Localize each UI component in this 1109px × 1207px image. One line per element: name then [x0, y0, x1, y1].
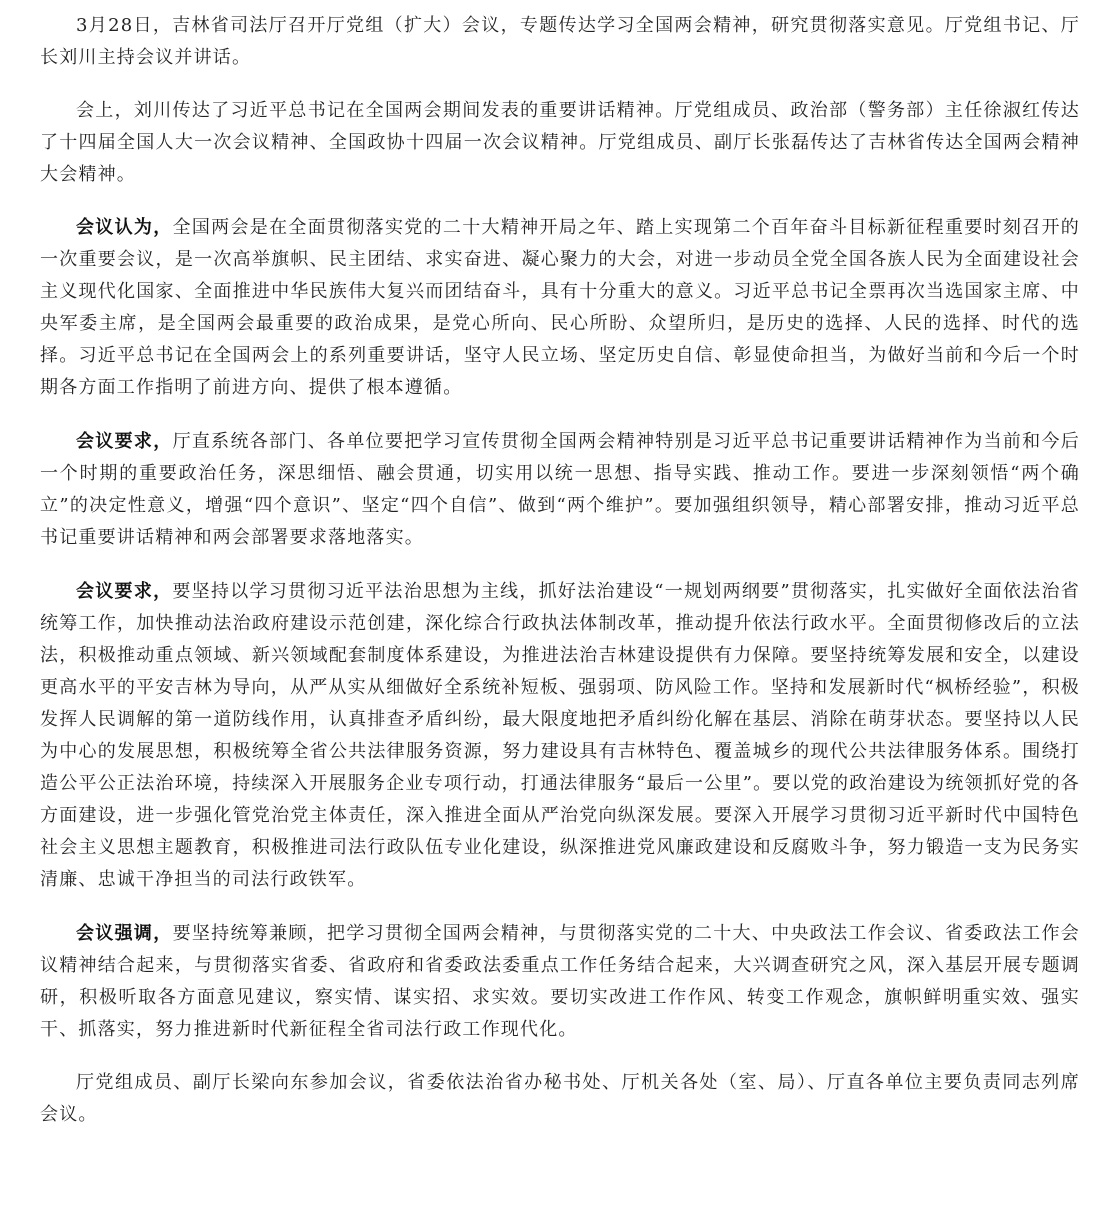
- paragraph-text: 要坚持统筹兼顾，把学习贯彻全国两会精神，与贯彻落实党的二十大、中央政法工作会议、省委政法工作会议精神结合起来，与贯彻落实省委、省政府和省委政法委重点工作任务结合起来，大兴调查研究之风，深入基层开展专题调研，积极听取各方面意见建议，察实情、谋实招、求实效。要切实改进工作作风、转变工作观念，旗帜鲜明重实效、强实干、抓落实，努力推进新时代新征程全省司法行政工作现代化。: [40, 923, 1081, 1040]
- paragraph-lead: 会议要求，: [76, 581, 173, 602]
- article-body: [40, 10, 1080, 1131]
- paragraph-meeting-emphasis: [40, 918, 1080, 1046]
- paragraph-meeting-content: [40, 95, 1080, 191]
- paragraph-text: 要坚持以学习贯彻习近平法治思想为主线，抓好法治建设“一规划两纲要”贯彻落实，扎实做好全面依法治省统筹工作，加快推动法治政府建设示范创建，深化综合行政执法体制改革，推动提升依法行政水平。全面贯彻修改后的立法法，积极推动重点领域、新兴领域配套制度体系建设，为推进法治吉林建设提供有力保障。要坚持统筹发展和安全，以建设更高水平的平安吉林为导向，从严从实从细做好全系统补短板、强弱项、防风险工作。坚持和发展新时代“枫桥经验”，积极发挥人民调解的第一道防线作用，认真排查矛盾纠纷，最大限度地把矛盾纠纷化解在基层、消除在萌芽状态。要坚持以人民为中心的发展思想，积极统筹全省公共法律服务资源，努力建设具有吉林特色、覆盖城乡的现代公共法律服务体系。围绕打造公平公正法治环境，持续深入开展服务企业专项行动，打通法律服务“最后一公里”。要以党的政治建设为统领抓好党的各方面建设，进一步强化管党治党主体责任，深入推进全面从严治党向纵深发展。要深入开展学习贯彻习近平新时代中国特色社会主义思想主题教育，积极推进司法行政队伍专业化建设，纵深推进党风廉政建设和反腐败斗争，努力锻造一支为民务实清廉、忠诚干净担当的司法行政铁军。: [40, 581, 1081, 890]
- paragraph-meeting-requirement-2: [40, 576, 1080, 896]
- paragraph-lead: 会议强调，: [76, 923, 173, 944]
- paragraph-text: 厅直系统各部门、各单位要把学习宣传贯彻全国两会精神特别是习近平总书记重要讲话精神作为当前和今后一个时期的重要政治任务，深思细悟、融会贯通，切实用以统一思想、指导实践、推动工作。要进一步深刻领悟“两个确立”的决定性意义，增强“四个意识”、坚定“四个自信”、做到“两个维护”。要加强组织领导，精心部署安排，推动习近平总书记重要讲话精神和两会部署要求落地落实。: [40, 431, 1081, 548]
- paragraph-text: 会上，刘川传达了习近平总书记在全国两会期间发表的重要讲话精神。厅党组成员、政治部（警务部）主任徐淑红传达了十四届全国人大一次会议精神、全国政协十四届一次会议精神。厅党组成员、副厅长张磊传达了吉林省传达全国两会精神大会精神。: [40, 100, 1080, 185]
- paragraph-meeting-requirement-1: [40, 426, 1080, 554]
- paragraph-text: 3月28日，吉林省司法厅召开厅党组（扩大）会议，专题传达学习全国两会精神，研究贯彻落实意见。厅党组书记、厅长刘川主持会议并讲话。: [40, 15, 1080, 68]
- paragraph-meeting-view: [40, 212, 1080, 404]
- paragraph-meeting-intro: [40, 10, 1080, 74]
- paragraph-lead: 会议要求，: [76, 431, 173, 452]
- paragraph-text: 全国两会是在全面贯彻落实党的二十大精神开局之年、踏上实现第二个百年奋斗目标新征程重要时刻召开的一次重要会议，是一次高举旗帜、民主团结、求实奋进、凝心聚力的大会，对进一步动员全党全国各族人民为全面建设社会主义现代化国家、全面推进中华民族伟大复兴而团结奋斗，具有十分重大的意义。习近平总书记全票再次当选国家主席、中央军委主席，是全国两会最重要的政治成果，是党心所向、民心所盼、众望所归，是历史的选择、人民的选择、时代的选择。习近平总书记在全国两会上的系列重要讲话，坚守人民立场、坚定历史自信、彰显使命担当，为做好当前和今后一个时期各方面工作指明了前进方向、提供了根本遵循。: [40, 217, 1081, 398]
- paragraph-attendees: [40, 1067, 1080, 1131]
- paragraph-lead: 会议认为，: [76, 217, 173, 238]
- paragraph-text: 厅党组成员、副厅长梁向东参加会议，省委依法治省办秘书处、厅机关各处（室、局）、厅直各单位主要负责同志列席会议。: [40, 1072, 1080, 1125]
